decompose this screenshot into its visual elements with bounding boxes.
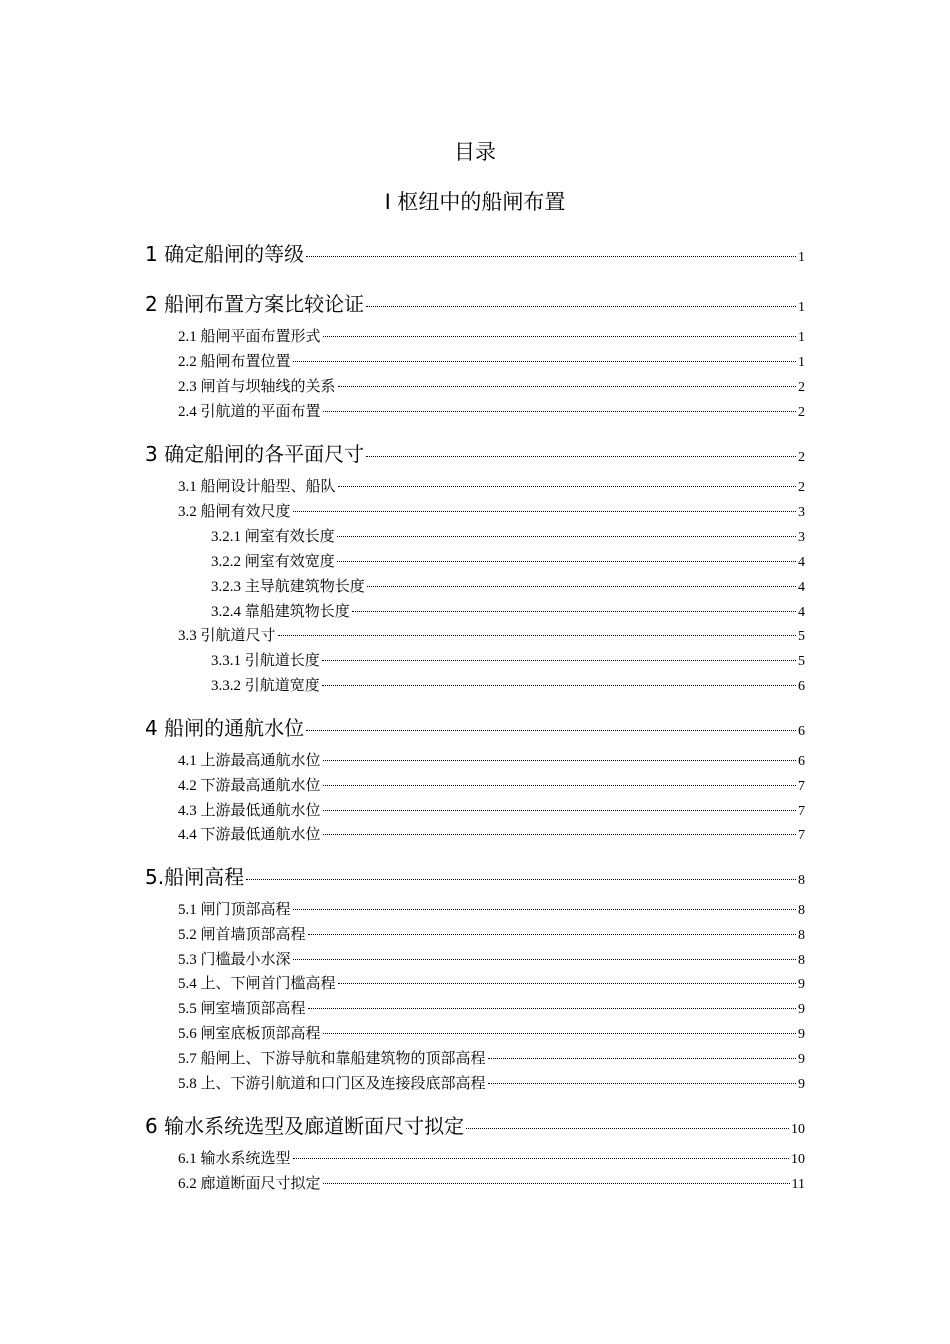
toc-entry-label: 5.3 门槛最小水深 [178, 952, 291, 968]
toc-entry-page-number: 11 [791, 1177, 805, 1192]
toc-dot-leader [246, 879, 796, 880]
toc-entry-page-number: 6 [798, 754, 805, 769]
toc-entry-page-number: 6 [798, 724, 805, 739]
toc-entry[interactable] [178, 1147, 805, 1168]
toc-dot-leader [488, 1058, 796, 1059]
toc-entry[interactable] [178, 799, 805, 820]
toc-entry-page-number: 5 [798, 629, 805, 644]
toc-entry-page-number: 9 [798, 977, 805, 992]
toc-entry-page-number: 9 [798, 1077, 805, 1092]
toc-entry-label: 4.3 上游最低通航水位 [178, 803, 321, 819]
toc-entry-label: 5.4 上、下闸首门槛高程 [178, 976, 336, 992]
toc-entry[interactable] [178, 325, 805, 346]
toc-entry-page-number: 3 [798, 530, 805, 545]
toc-dot-leader [308, 934, 796, 935]
toc-entry-label: 4.1 上游最高通航水位 [178, 753, 321, 769]
toc-dot-leader [338, 486, 796, 487]
toc-entry[interactable] [211, 525, 805, 546]
toc-entry-label: 3.2.2 闸室有效宽度 [211, 554, 335, 570]
toc-entry-label: 2.1 船闸平面布置形式 [178, 329, 321, 345]
toc-entry[interactable] [178, 997, 805, 1018]
toc-entry-page-number: 8 [798, 928, 805, 943]
toc-entry-label: 3 确定船闸的各平面尺寸 [145, 442, 365, 466]
toc-entry[interactable] [178, 972, 805, 993]
toc-entry-label: 3.2 船闸有效尺度 [178, 504, 291, 520]
toc-entry[interactable] [178, 1022, 805, 1043]
toc-entry-page-number: 1 [798, 250, 805, 265]
toc-entry-page-number: 5 [798, 654, 805, 669]
toc-dot-leader [488, 1083, 796, 1084]
toc-entry[interactable] [178, 375, 805, 396]
toc-entry[interactable] [178, 475, 805, 496]
toc-dot-leader [322, 685, 796, 686]
toc-entry-page-number: 9 [798, 1002, 805, 1017]
toc-entry-page-number: 4 [798, 580, 805, 595]
toc-dot-leader [308, 1008, 796, 1009]
toc-entry-label: 5.7 船闸上、下游导航和靠船建筑物的顶部高程 [178, 1051, 486, 1067]
toc-entry-page-number: 9 [798, 1027, 805, 1042]
toc-entry-label: 5.8 上、下游引航道和口门区及连接段底部高程 [178, 1076, 486, 1092]
toc-entry-page-number: 8 [798, 953, 805, 968]
toc-entry[interactable] [178, 1047, 805, 1068]
toc-entry-page-number: 10 [791, 1152, 805, 1167]
toc-dot-leader [366, 456, 796, 457]
toc-entry[interactable] [145, 1110, 805, 1139]
toc-dot-leader [293, 909, 796, 910]
toc-entry[interactable] [211, 550, 805, 571]
toc-entry-label: 5.5 闸室墙顶部高程 [178, 1001, 306, 1017]
toc-entry[interactable] [145, 861, 805, 890]
toc-entry[interactable] [178, 749, 805, 770]
toc-entry[interactable] [211, 649, 805, 670]
toc-entry-label: 5.1 闸门顶部高程 [178, 902, 291, 918]
toc-dot-leader [293, 959, 796, 960]
toc-entry-label: 6.1 输水系统选型 [178, 1151, 291, 1167]
toc-entry-label: 2 船闸布置方案比较论证 [145, 292, 365, 316]
toc-entry[interactable] [178, 923, 805, 944]
toc-entry-label: 6 输水系统选型及廊道断面尺寸拟定 [145, 1114, 465, 1138]
toc-entry[interactable] [145, 712, 805, 741]
toc-entry-label: 3.2.3 主导航建筑物长度 [211, 579, 365, 595]
toc-entry[interactable] [145, 438, 805, 467]
toc-dot-leader [306, 730, 796, 731]
part-title: I 枢纽中的船闸布置 [384, 190, 566, 214]
toc-entry-label: 1 确定船闸的等级 [145, 242, 305, 266]
toc-entry[interactable] [178, 948, 805, 969]
toc-entry[interactable] [178, 350, 805, 371]
toc-entry[interactable] [178, 624, 805, 645]
toc-entry-page-number: 2 [798, 380, 805, 395]
toc-dot-leader [322, 660, 796, 661]
toc-dot-leader [466, 1128, 789, 1129]
toc-entry-page-number: 3 [798, 505, 805, 520]
toc-entry[interactable] [178, 400, 805, 421]
toc-entry-label: 3.3 引航道尺寸 [178, 628, 276, 644]
page-title: 目录 [454, 140, 496, 164]
toc-entry[interactable] [178, 774, 805, 795]
toc-dot-leader [323, 1183, 790, 1184]
toc-dot-leader [293, 361, 796, 362]
toc-entry-page-number: 4 [798, 555, 805, 570]
toc-entry-page-number: 4 [798, 605, 805, 620]
toc-entry-label: 3.2.4 靠船建筑物长度 [211, 604, 350, 620]
toc-dot-leader [323, 760, 796, 761]
toc-entry-label: 4.4 下游最低通航水位 [178, 827, 321, 843]
toc-entry[interactable] [178, 1072, 805, 1093]
toc-entry-label: 3.3.1 引航道长度 [211, 653, 320, 669]
toc-entry[interactable] [211, 575, 805, 596]
toc-dot-leader [366, 306, 796, 307]
toc-dot-leader [323, 411, 796, 412]
toc-entry-label: 3.1 船闸设计船型、船队 [178, 479, 336, 495]
toc-dot-leader [323, 1033, 796, 1034]
toc-entry[interactable] [178, 823, 805, 844]
toc-entry-label: 2.3 闸首与坝轴线的关系 [178, 379, 336, 395]
toc-dot-leader [352, 611, 796, 612]
toc-entry-page-number: 6 [798, 679, 805, 694]
toc-entry[interactable] [178, 1172, 805, 1193]
toc-entry-label: 4 船闸的通航水位 [145, 716, 305, 740]
toc-entry-label: 5.船闸高程 [145, 865, 245, 889]
toc-entry-label: 3.3.2 引航道宽度 [211, 678, 320, 694]
toc-dot-leader [323, 834, 796, 835]
toc-entry-label: 3.2.1 闸室有效长度 [211, 529, 335, 545]
toc-dot-leader [278, 635, 796, 636]
toc-entry-page-number: 7 [798, 779, 805, 794]
toc-entry-page-number: 9 [798, 1052, 805, 1067]
toc-dot-leader [367, 586, 796, 587]
toc-dot-leader [323, 785, 796, 786]
toc-entry-page-number: 1 [798, 330, 805, 345]
toc-entry-page-number: 10 [791, 1122, 805, 1137]
toc-dot-leader [338, 386, 796, 387]
toc-entry-page-number: 2 [798, 450, 805, 465]
toc-entry-label: 5.2 闸首墙顶部高程 [178, 927, 306, 943]
toc-dot-leader [337, 536, 796, 537]
toc-entry-label: 5.6 闸室底板顶部高程 [178, 1026, 321, 1042]
toc-entry-page-number: 2 [798, 480, 805, 495]
toc-entry-label: 4.2 下游最高通航水位 [178, 778, 321, 794]
toc-dot-leader [323, 810, 796, 811]
toc-entry-page-number: 7 [798, 804, 805, 819]
toc-entry-label: 6.2 廊道断面尺寸拟定 [178, 1176, 321, 1192]
toc-dot-leader [338, 983, 796, 984]
toc-dot-leader [306, 256, 796, 257]
toc-entry-page-number: 8 [798, 873, 805, 888]
toc-entry-page-number: 1 [798, 355, 805, 370]
toc-entry[interactable] [211, 600, 805, 621]
toc-entry[interactable] [178, 500, 805, 521]
toc-entry-page-number: 8 [798, 903, 805, 918]
toc-entry-page-number: 1 [798, 300, 805, 315]
toc-entry[interactable] [145, 288, 805, 317]
toc-entry-page-number: 7 [798, 828, 805, 843]
toc-dot-leader [337, 561, 796, 562]
toc-entry-page-number: 2 [798, 405, 805, 420]
toc-entry-label: 2.2 船闸布置位置 [178, 354, 291, 370]
toc-entry[interactable] [178, 898, 805, 919]
toc-entry[interactable] [211, 674, 805, 695]
toc-entry[interactable] [145, 238, 805, 267]
toc-dot-leader [293, 1158, 789, 1159]
toc-dot-leader [323, 336, 796, 337]
toc-dot-leader [293, 511, 796, 512]
toc-entry-label: 2.4 引航道的平面布置 [178, 404, 321, 420]
